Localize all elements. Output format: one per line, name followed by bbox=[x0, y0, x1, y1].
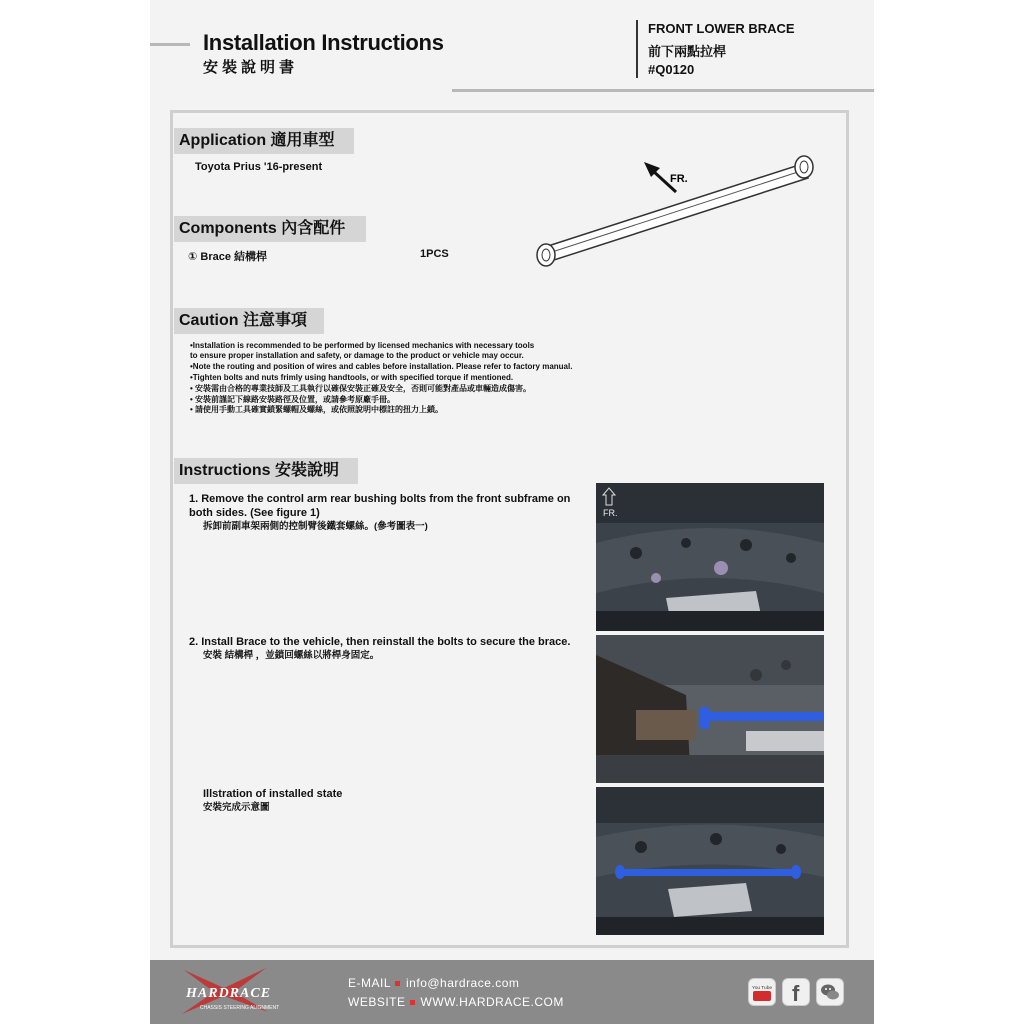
step-3-text-zh: 安裝完成示意圖 bbox=[203, 802, 270, 813]
facebook-icon[interactable] bbox=[782, 978, 810, 1006]
caution-line: to ensure proper installation and safety, or damage to the product or vehicle may occur. bbox=[190, 351, 524, 360]
bullet-icon bbox=[410, 1000, 415, 1005]
step-1-text: 1. Remove the control arm rear bushing bolts from the front subframe on both sides. (See figure 1) bbox=[189, 493, 571, 519]
hardrace-logo bbox=[176, 966, 316, 1016]
instructions-heading: Instructions 安裝說明 bbox=[174, 458, 358, 484]
component-qty: 1PCS bbox=[420, 248, 449, 260]
step-3 bbox=[203, 787, 603, 815]
page-title: Installation Instructions bbox=[203, 30, 444, 55]
photo-fr-label: FR. bbox=[603, 508, 618, 518]
email-link[interactable]: info@hardrace.com bbox=[406, 976, 520, 990]
footer-website bbox=[348, 995, 564, 1009]
youtube-label: You Tube bbox=[751, 986, 773, 991]
caution-line: • 安裝前謹記下線路安裝路徑及位置，或請參考原廠手冊。 bbox=[190, 395, 396, 404]
footer-email bbox=[348, 976, 519, 990]
component-item: ① Brace 結構桿 bbox=[188, 251, 268, 263]
page-title-zh: 安裝說明書 bbox=[203, 59, 299, 76]
figure-2-photo bbox=[596, 635, 824, 783]
application-heading: Application 適用車型 bbox=[174, 128, 354, 154]
brace-diagram bbox=[530, 148, 820, 272]
caution-heading: Caution 注意事項 bbox=[174, 308, 324, 334]
header-divider bbox=[636, 20, 638, 78]
step-1-text-zh: 拆卸前副車架兩側的控制臂後鐵套螺絲。(參考圖表一) bbox=[203, 521, 428, 532]
website-label: WEBSITE bbox=[348, 995, 406, 1009]
header-rule-right bbox=[452, 89, 874, 92]
step-1 bbox=[189, 492, 589, 534]
email-label: E-MAIL bbox=[348, 976, 392, 990]
caution-line: • 請使用手動工具確實鎖緊螺帽及螺絲，或依照說明中標註的扭力上鎖。 bbox=[190, 405, 444, 414]
brand-tagline: CHASSIS STEERING ALIGNMENT bbox=[200, 1005, 280, 1011]
product-name: FRONT LOWER BRACE bbox=[648, 21, 795, 36]
application-vehicle: Toyota Prius '16-present bbox=[195, 161, 323, 173]
components-heading: Components 內含配件 bbox=[174, 216, 366, 242]
figure-1-photo bbox=[596, 483, 824, 631]
step-3-text: Illstration of installed state bbox=[203, 788, 343, 800]
website-link[interactable]: WWW.HARDRACE.COM bbox=[420, 995, 564, 1009]
step-2 bbox=[189, 635, 589, 663]
caution-line: •Tighten bolts and nuts frimly using handtools, or with specified torque if mentioned. bbox=[190, 373, 514, 382]
youtube-icon[interactable] bbox=[748, 978, 776, 1006]
step-2-text: 2. Install Brace to the vehicle, then reinstall the bolts to secure the brace. bbox=[189, 636, 571, 648]
brand-name: HARDRACE bbox=[186, 986, 272, 1001]
svg-text:f: f bbox=[792, 981, 800, 1005]
caution-line: •Installation is recommended to be performed by licensed mechanics with necessary tools bbox=[190, 341, 535, 350]
caution-line: •Note the routing and position of wires and cables before installation. Please refer to factory manual. bbox=[190, 362, 573, 371]
wechat-icon[interactable] bbox=[816, 978, 844, 1006]
part-number: #Q0120 bbox=[648, 62, 695, 77]
product-name-zh: 前下兩點拉桿 bbox=[648, 44, 727, 59]
caution-line: • 安裝需由合格的專業技師及工具執行以確保安裝正確及安全，否則可能對產品或車輛造成傷害。 bbox=[190, 384, 532, 393]
figure-3-photo bbox=[596, 787, 824, 935]
step-2-text-zh: 安裝 結構桿 ，並鎖回螺絲以將桿身固定。 bbox=[203, 650, 380, 661]
bullet-icon bbox=[395, 981, 400, 986]
header-rule-left bbox=[150, 43, 190, 46]
fr-label: FR. bbox=[670, 173, 688, 185]
